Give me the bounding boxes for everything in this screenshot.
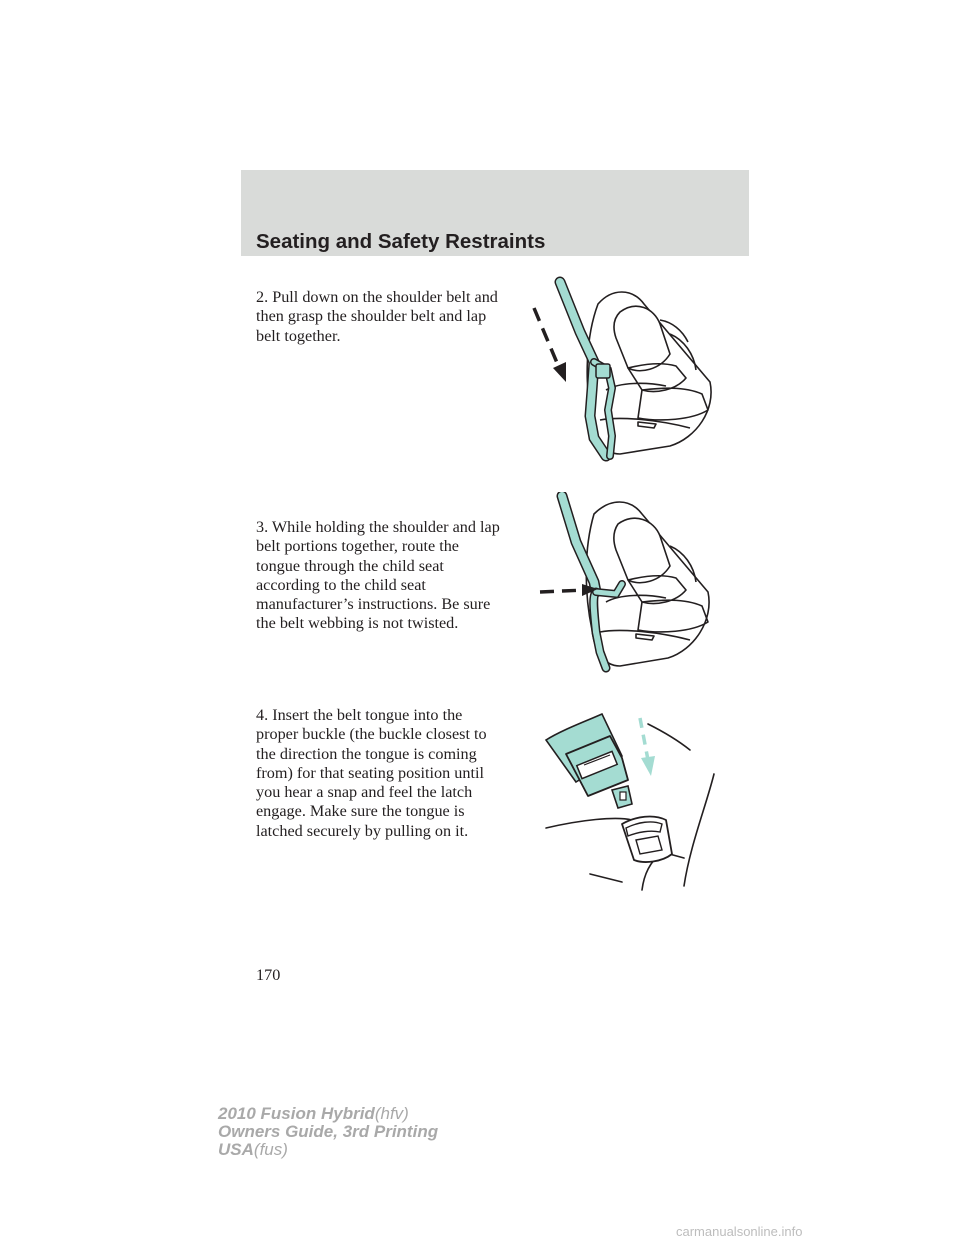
child-seat-route-tongue-icon [536, 492, 736, 684]
footer-guide: Owners Guide, 3rd Printing [218, 1122, 439, 1141]
footer-market-code: (fus) [253, 1140, 288, 1159]
footer-market: USA [218, 1140, 254, 1159]
section-title: Seating and Safety Restraints [256, 230, 546, 253]
footer-line-3 [218, 1141, 438, 1159]
watermark: carmanualsonline.info [676, 1224, 803, 1239]
step-2-text: 2. Pull down on the shoulder belt and then grasp the shoulder belt and lap belt together. [256, 288, 498, 345]
belt-buckle-insert-icon [540, 700, 720, 896]
page-number: 170 [256, 966, 281, 984]
child-seat-pull-belt-icon [520, 270, 730, 470]
step-3-text: 3. While holding the shoulder and lap belt portions together, route the tongue through the child seat according to the child seat manufacturer’s instructions. Be sure the belt webbing is not twisted. [256, 518, 500, 633]
footer-line-2 [218, 1123, 438, 1141]
document-footer [218, 1105, 438, 1159]
footer-model-code: (hfv) [374, 1104, 409, 1123]
step-4-text: 4. Insert the belt tongue into the proper buckle (the buckle closest to the direction the tongue is coming from) for that seating position until you hear a snap and feel the latch engage. Make sure the tongue is latched securely by pulling on it. [256, 706, 487, 840]
footer-model: 2010 Fusion Hybrid [218, 1104, 375, 1123]
step-4-instruction [256, 706, 506, 841]
footer-line-1 [218, 1105, 438, 1123]
step-2-instruction [256, 288, 506, 346]
step-3-instruction [256, 518, 506, 634]
